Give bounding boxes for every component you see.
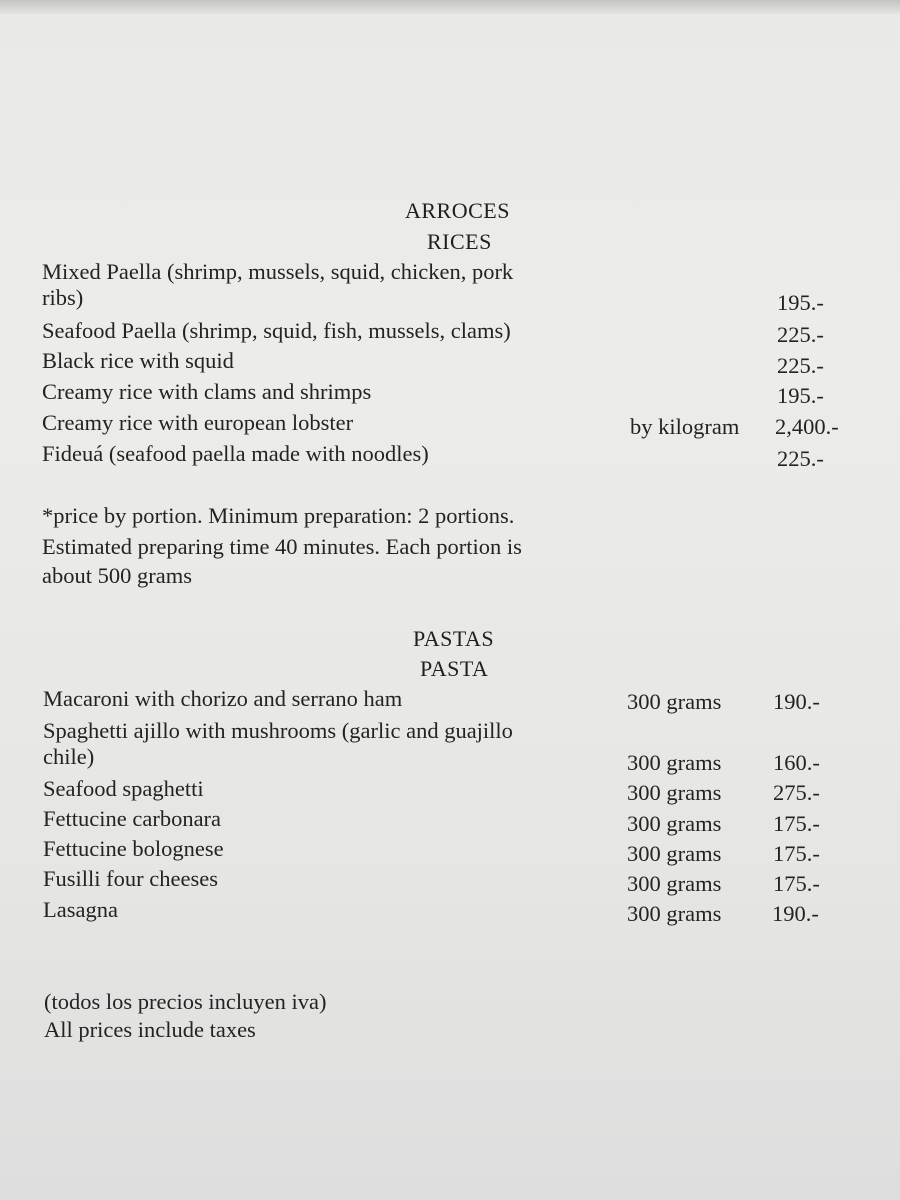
menu-item-name: Fettucine carbonara bbox=[43, 806, 222, 831]
section-title-pastas: PASTAS bbox=[413, 626, 495, 651]
menu-item-name: Creamy rice with european lobster bbox=[42, 410, 354, 435]
menu-item-name: Black rice with squid bbox=[42, 348, 234, 373]
menu-item-name: Creamy rice with clams and shrimps bbox=[42, 379, 372, 404]
menu-item-name: Seafood Paella (shrimp, squid, fish, mussels, clams) bbox=[42, 318, 511, 343]
menu-item-price: 175.- bbox=[773, 871, 820, 896]
menu-item-quantity: 300 grams bbox=[627, 780, 722, 805]
menu-item-name: Seafood spaghetti bbox=[43, 776, 204, 801]
menu-item-name-continued: chile) bbox=[43, 744, 95, 769]
menu-item-price: 190.- bbox=[773, 689, 820, 714]
menu-item-quantity: 300 grams bbox=[627, 689, 722, 714]
menu-item-quantity: 300 grams bbox=[627, 750, 722, 775]
menu-item-name: Fusilli four cheeses bbox=[43, 866, 218, 891]
menu-item-name: Mixed Paella (shrimp, mussels, squid, chicken, pork bbox=[42, 259, 514, 284]
rice-note-line: Estimated preparing time 40 minutes. Each portion is bbox=[42, 534, 522, 559]
menu-item-price: 225.- bbox=[777, 322, 824, 347]
menu-item-price: 195.- bbox=[777, 290, 824, 315]
footer-note-spanish: (todos los precios incluyen iva) bbox=[44, 989, 327, 1014]
menu-item-name: Fideuá (seafood paella made with noodles) bbox=[42, 441, 429, 466]
menu-item-quantity: 300 grams bbox=[627, 841, 722, 866]
menu-item-price: 195.- bbox=[777, 383, 824, 408]
menu-item-quantity: 300 grams bbox=[627, 901, 722, 926]
menu-item-price: 225.- bbox=[777, 446, 824, 471]
menu-item-price: 175.- bbox=[773, 811, 820, 836]
menu-item-quantity: 300 grams bbox=[627, 811, 722, 836]
menu-item-name-continued: ribs) bbox=[42, 285, 84, 310]
menu-item-name: Spaghetti ajillo with mushrooms (garlic and guajillo bbox=[43, 718, 513, 743]
menu-item-price: 2,400.- bbox=[775, 414, 839, 439]
rice-note-line: *price by portion. Minimum preparation: 2 portions. bbox=[42, 503, 515, 528]
menu-item-name: Lasagna bbox=[43, 897, 118, 922]
section-title-arroces: ARROCES bbox=[405, 198, 510, 223]
menu-item-price: 275.- bbox=[773, 780, 820, 805]
menu-item-quantity: by kilogram bbox=[630, 414, 740, 439]
menu-item-price: 190.- bbox=[772, 901, 819, 926]
menu-item-price: 225.- bbox=[777, 353, 824, 378]
menu-item-price: 175.- bbox=[773, 841, 820, 866]
menu-item-quantity: 300 grams bbox=[627, 871, 722, 896]
rice-note-line: about 500 grams bbox=[42, 563, 192, 588]
menu-item-name: Fettucine bolognese bbox=[43, 836, 224, 861]
section-title-pasta: PASTA bbox=[420, 656, 489, 681]
section-title-rices: RICES bbox=[427, 229, 492, 254]
menu-item-name: Macaroni with chorizo and serrano ham bbox=[43, 686, 403, 711]
footer-note-english: All prices include taxes bbox=[44, 1017, 256, 1042]
menu-item-price: 160.- bbox=[773, 750, 820, 775]
